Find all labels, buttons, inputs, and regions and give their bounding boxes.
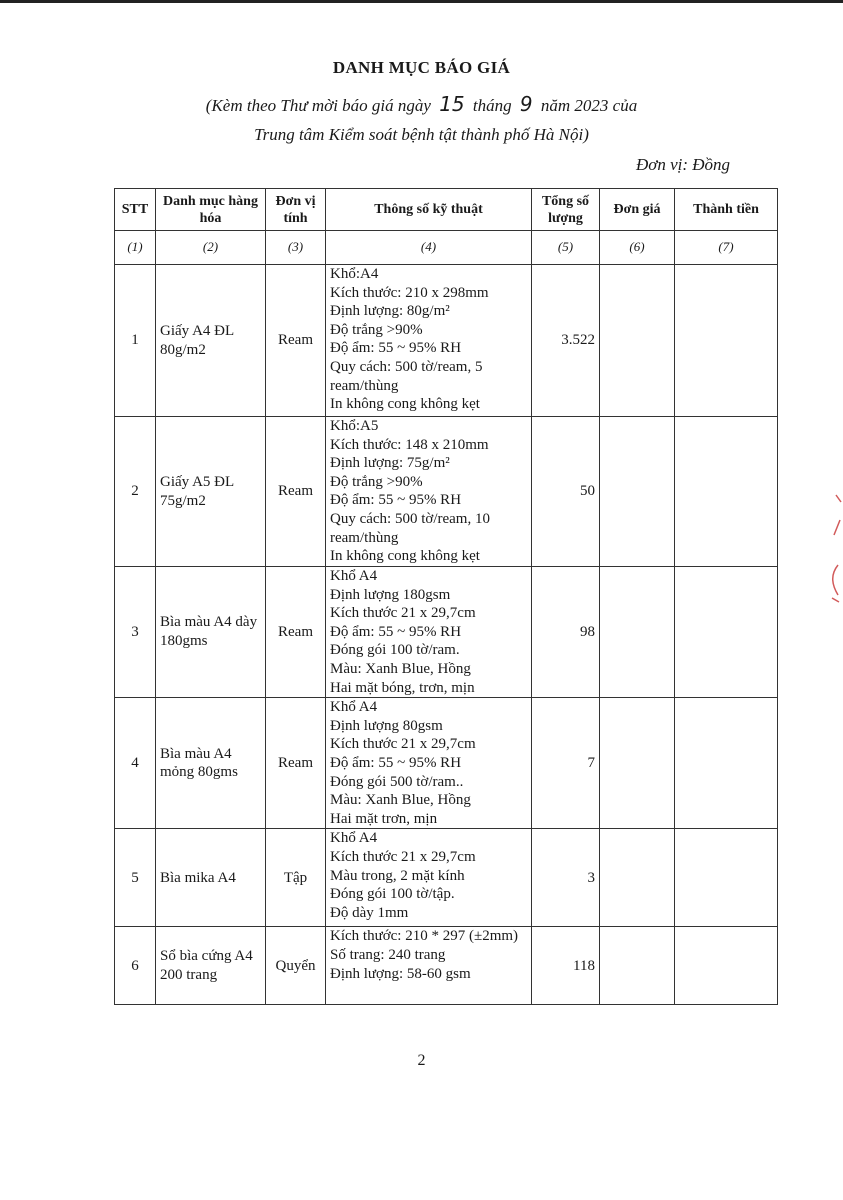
spec-line: Kích thước: 148 x 210mm bbox=[330, 436, 489, 453]
table-row bbox=[115, 829, 778, 927]
header-stt: STT bbox=[115, 189, 156, 231]
spec-line: Định lượng: 58-60 gsm bbox=[330, 965, 471, 982]
top-border bbox=[0, 0, 843, 3]
header-unit: Đơn vị tính bbox=[266, 189, 326, 231]
cell-quantity: 7 bbox=[532, 698, 600, 829]
spec-line: Độ trắng >90% bbox=[330, 321, 423, 338]
spec-line: Khổ:A5 bbox=[330, 418, 379, 434]
cell-spec bbox=[326, 265, 532, 417]
spec-line: Khổ A4 bbox=[330, 568, 378, 584]
page-number: 2 bbox=[417, 1052, 426, 1069]
cell-total bbox=[675, 698, 778, 829]
cell-unit-price bbox=[600, 265, 675, 417]
cell-item-name: Bìa mika A4 bbox=[156, 829, 266, 927]
subtitle-suffix: năm 2023 của bbox=[540, 96, 638, 115]
cell-unit-price bbox=[600, 698, 675, 829]
table-header-row bbox=[115, 189, 778, 231]
subtitle-prefix: (Kèm theo Thư mời báo giá ngày bbox=[205, 96, 431, 115]
header-spec: Thông số kỹ thuật bbox=[326, 189, 532, 231]
spec-line: Đóng gói 100 tờ/ram. bbox=[330, 642, 460, 659]
cell-quantity: 98 bbox=[532, 567, 600, 698]
cell-stt: 1 bbox=[115, 265, 156, 417]
spec-line: Khổ:A4 bbox=[330, 266, 379, 282]
cell-stt: 6 bbox=[115, 927, 156, 1005]
spec-line: Kích thước 21 x 29,7cm bbox=[330, 736, 476, 753]
spec-line: Quy cách: 500 tờ/ream, 5 ream/thùng bbox=[330, 358, 483, 394]
cell-unit: Ream bbox=[266, 567, 326, 698]
col-number: (6) bbox=[600, 231, 675, 265]
cell-stt: 4 bbox=[115, 698, 156, 829]
spec-line: Đóng gói 500 tờ/ram.. bbox=[330, 773, 464, 790]
spec-line: Đóng gói 100 tờ/tập. bbox=[330, 886, 455, 903]
price-quote-table bbox=[114, 188, 778, 1005]
col-number: (5) bbox=[532, 231, 600, 265]
spec-line: Độ trắng >90% bbox=[330, 473, 423, 490]
cell-quantity: 50 bbox=[532, 417, 600, 567]
spec-line: Số trang: 240 trang bbox=[330, 946, 446, 963]
cell-unit-price bbox=[600, 417, 675, 567]
col-number: (4) bbox=[326, 231, 532, 265]
cell-unit: Ream bbox=[266, 265, 326, 417]
cell-stt: 3 bbox=[115, 567, 156, 698]
col-number: (3) bbox=[266, 231, 326, 265]
spec-line: Màu: Xanh Blue, Hồng bbox=[330, 792, 471, 809]
cell-unit-price bbox=[600, 927, 675, 1005]
subtitle-line-2: Trung tâm Kiểm soát bệnh tật thành phố Hà Nội) bbox=[254, 125, 589, 144]
cell-spec bbox=[326, 829, 532, 927]
spec-line: Kích thước 21 x 29,7cm bbox=[330, 605, 476, 622]
spec-line: Hai mặt bóng, trơn, mịn bbox=[330, 679, 475, 696]
subtitle-month-label: tháng bbox=[472, 96, 512, 115]
col-number: (7) bbox=[675, 231, 778, 265]
cell-total bbox=[675, 265, 778, 417]
handwritten-month: 9 bbox=[519, 92, 533, 116]
spec-line: Quy cách: 500 tờ/ream, 10 ream/thùng bbox=[330, 510, 490, 546]
cell-spec bbox=[326, 698, 532, 829]
spec-line: Định lượng: 80g/m² bbox=[330, 303, 450, 320]
header-unit-price: Đơn giá bbox=[600, 189, 675, 231]
cell-unit-price bbox=[600, 829, 675, 927]
handwritten-day: 15 bbox=[439, 92, 465, 116]
cell-quantity: 3.522 bbox=[532, 265, 600, 417]
cell-total bbox=[675, 829, 778, 927]
cell-total bbox=[675, 417, 778, 567]
cell-item-name: Giấy A4 ĐL 80g/m2 bbox=[156, 265, 266, 417]
spec-line: In không cong không kẹt bbox=[330, 396, 480, 413]
cell-spec bbox=[326, 567, 532, 698]
table-row bbox=[115, 265, 778, 417]
cell-unit: Tập bbox=[266, 829, 326, 927]
spec-line: Hai mặt trơn, mịn bbox=[330, 810, 438, 827]
header-total: Thành tiền bbox=[675, 189, 778, 231]
cell-item-name: Bìa màu A4 mỏng 80gms bbox=[156, 698, 266, 829]
spec-line: Định lượng: 75g/m² bbox=[330, 455, 450, 472]
spec-line: Độ dày 1mm bbox=[330, 904, 409, 921]
cell-unit: Ream bbox=[266, 698, 326, 829]
cell-unit: Quyển bbox=[266, 927, 326, 1005]
table-row bbox=[115, 927, 778, 1005]
spec-line: Màu trong, 2 mặt kính bbox=[330, 867, 465, 884]
spec-line: Định lượng 80gsm bbox=[330, 717, 443, 734]
spec-line: Độ ẩm: 55 ~ 95% RH bbox=[330, 623, 462, 640]
spec-line: Khổ A4 bbox=[330, 830, 378, 847]
cell-total bbox=[675, 927, 778, 1005]
cell-unit: Ream bbox=[266, 417, 326, 567]
spec-line: Độ ẩm: 55 ~ 95% RH bbox=[330, 754, 462, 771]
col-number: (1) bbox=[115, 231, 156, 265]
header-item-name: Danh mục hàng hóa bbox=[156, 189, 266, 231]
spec-line: Kích thước: 210 x 298mm bbox=[330, 284, 489, 301]
spec-line: Màu: Xanh Blue, Hồng bbox=[330, 660, 471, 677]
cell-stt: 2 bbox=[115, 417, 156, 567]
spec-line: Độ ẩm: 55 ~ 95% RH bbox=[330, 492, 462, 509]
header-quantity: Tổng số lượng bbox=[532, 189, 600, 231]
cell-item-name: Sổ bìa cứng A4 200 trang bbox=[156, 927, 266, 1005]
col-number: (2) bbox=[156, 231, 266, 265]
document-title: DANH MỤC BÁO GIÁ bbox=[332, 58, 511, 77]
table-row bbox=[115, 698, 778, 829]
table-row bbox=[115, 567, 778, 698]
cell-total bbox=[675, 567, 778, 698]
red-pen-mark bbox=[826, 490, 843, 610]
cell-unit-price bbox=[600, 567, 675, 698]
spec-line: In không cong không kẹt bbox=[330, 548, 480, 565]
currency-unit-note: Đơn vị: Đồng bbox=[636, 155, 731, 174]
cell-item-name: Bìa màu A4 dày 180gms bbox=[156, 567, 266, 698]
spec-line: Kích thước 21 x 29,7cm bbox=[330, 848, 476, 865]
spec-line: Định lượng 180gsm bbox=[330, 586, 451, 603]
cell-item-name: Giấy A5 ĐL 75g/m2 bbox=[156, 417, 266, 567]
table-row bbox=[115, 417, 778, 567]
subtitle-line-1 bbox=[0, 92, 843, 116]
cell-spec bbox=[326, 417, 532, 567]
cell-spec bbox=[326, 927, 532, 1005]
spec-line: Khổ A4 bbox=[330, 699, 378, 716]
spec-line: Kích thước: 210 * 297 (±2mm) bbox=[330, 928, 519, 945]
spec-line: Độ ẩm: 55 ~ 95% RH bbox=[330, 340, 462, 357]
column-number-row bbox=[115, 231, 778, 265]
cell-stt: 5 bbox=[115, 829, 156, 927]
cell-quantity: 118 bbox=[532, 927, 600, 1005]
cell-quantity: 3 bbox=[532, 829, 600, 927]
